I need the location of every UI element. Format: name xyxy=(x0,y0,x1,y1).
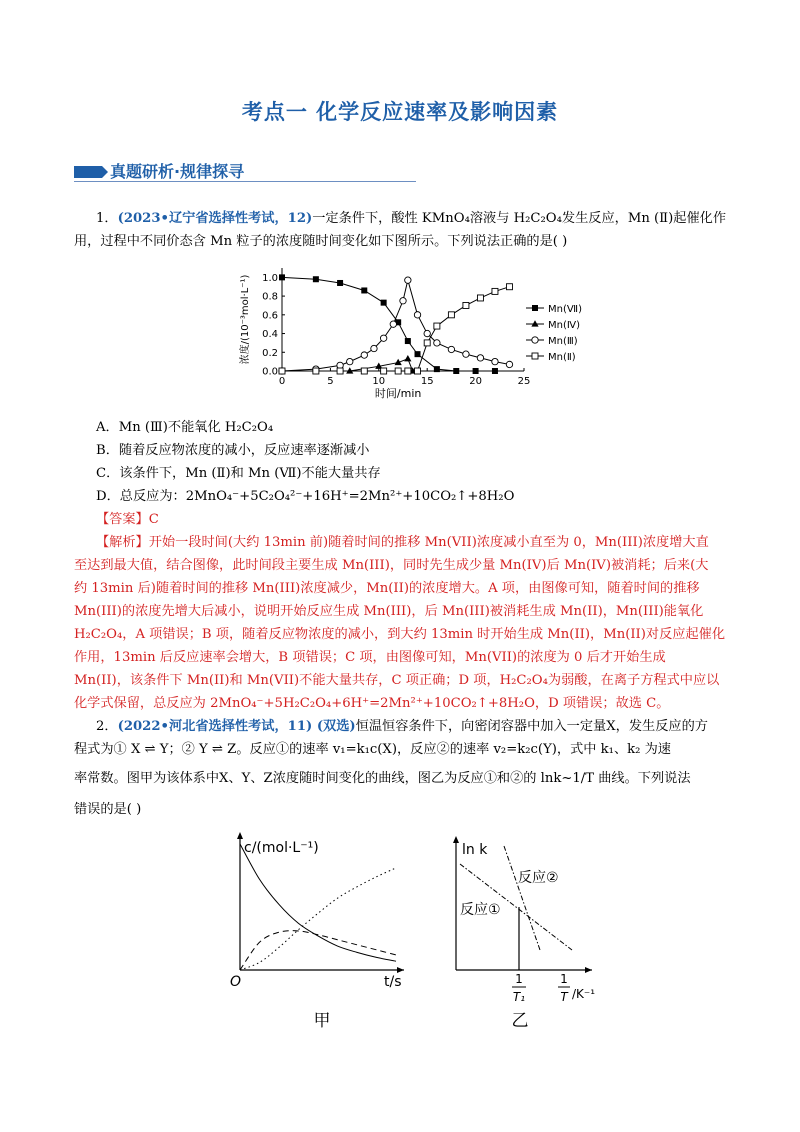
data-point xyxy=(390,321,396,327)
legend-label: Mn(Ⅶ) xyxy=(548,304,582,315)
data-point xyxy=(337,368,343,374)
q1-stem-line1 xyxy=(96,210,726,228)
data-point xyxy=(492,288,498,294)
x-axis-arrow-icon xyxy=(397,967,404,973)
data-point xyxy=(492,358,498,364)
q1-option-a: A．Mn (Ⅲ)不能氧化 H₂C₂O₄ xyxy=(96,420,274,435)
y-axis-arrow-icon xyxy=(453,836,459,843)
series-label: 反应② xyxy=(518,870,559,886)
section-arrow-icon xyxy=(102,166,108,178)
data-point xyxy=(371,345,377,351)
q2-chart-jia xyxy=(226,830,422,1030)
y-tick-label: 0.4 xyxy=(262,329,278,341)
data-point xyxy=(279,274,285,280)
q1-analysis-line: 化学式保留，总反应为 2MnO₄⁻+5H₂C₂O₄+6H⁺=2Mn²⁺+10CO₂↑+8H₂O，D 项错误；故选 C。 xyxy=(74,696,670,711)
data-point xyxy=(532,305,538,311)
data-point xyxy=(463,351,469,357)
data-point xyxy=(415,351,421,357)
q1-stem-rest: 一定条件下，酸性 KMnO₄溶液与 H₂C₂O₄发生反应，Mn (Ⅱ)起催化作 xyxy=(312,211,727,226)
legend-label: Mn(Ⅳ) xyxy=(548,320,580,331)
q2-chart-yi xyxy=(444,830,614,1030)
data-point xyxy=(424,330,430,336)
data-point xyxy=(453,368,459,374)
x-axis-label: 1 xyxy=(560,972,568,986)
q1-number: 1． xyxy=(96,211,118,226)
data-point xyxy=(405,368,411,374)
data-point xyxy=(506,284,512,290)
x-tick-label: 20 xyxy=(469,376,482,387)
data-point xyxy=(395,368,401,374)
q1-option-b: B．随着反应物浓度的减小，反应速率逐渐减小 xyxy=(96,443,370,458)
series-line xyxy=(282,277,495,371)
data-point xyxy=(532,353,538,359)
data-point xyxy=(381,368,387,374)
section-title: 真题研析·规律探寻 xyxy=(110,162,245,181)
data-point xyxy=(434,323,440,329)
x-axis-label: T xyxy=(560,990,568,1004)
q1-analysis-line: 作用，13min 后反应速率会增大，B 项错误；C 项，由图像可知，Mn(VII)的浓度为 0 后才开始生成 xyxy=(74,650,666,665)
q1-source: (2023•辽宁省选择性考试，12) xyxy=(117,211,313,226)
data-point xyxy=(405,277,411,283)
y-tick-label: 0.0 xyxy=(262,366,278,378)
data-point xyxy=(448,312,454,318)
y-axis-label: 浓度/(10⁻³mol·L⁻¹) xyxy=(240,274,251,365)
data-point xyxy=(381,300,387,306)
data-point xyxy=(415,368,421,374)
data-point xyxy=(400,298,406,304)
x-tick-label: 25 xyxy=(517,376,531,387)
x-tick-label: 5 xyxy=(327,376,334,387)
q2-stem-line1 xyxy=(96,718,708,736)
q1-stem-line2: 用，过程中不同价态含 Mn 粒子的浓度随时间变化如下图所示。下列说法正确的是( ) xyxy=(74,234,568,249)
q2-stem-line3: 率常数。图甲为该体系中X、Y、Z浓度随时间变化的曲线，图乙为反应①和②的 lnk~1/T 曲线。下列说法 xyxy=(74,771,691,786)
x-axis-label: 时间/min xyxy=(374,387,422,400)
q2-stem-line2: 程式为① X ⇌ Y；② Y ⇌ Z。反应①的速率 v₁=k₁c(X)，反应②的速率 v₂=k₂c(Y)，式中 k₁、k₂ 为速 xyxy=(74,742,671,757)
data-point xyxy=(434,366,440,372)
data-point xyxy=(532,337,538,343)
q1-option-c: C．该条件下，Mn (Ⅱ)和 Mn (Ⅶ)不能大量共存 xyxy=(96,466,381,481)
data-point xyxy=(506,361,512,367)
q1-chart xyxy=(234,258,582,414)
q1-analysis-line: Mn(II)，该条件下 Mn(II)和 Mn(VII)不能大量共存，C 项正确；D 项，H₂C₂O₄为弱酸，在离子方程式中应以 xyxy=(74,673,720,688)
q1-analysis-line: H₂C₂O₄，A 项错误；B 项，随着反应物浓度的减小，到大约 13min 时开始生成 Mn(II)，Mn(II)对反应起催化 xyxy=(74,627,726,642)
data-point xyxy=(405,338,411,344)
x-axis-label: t/s xyxy=(384,974,402,990)
data-point xyxy=(434,340,440,346)
section-bar-icon xyxy=(74,166,102,178)
q1-analysis-line: 约 13min 后)随着时间的推移 Mn(III)浓度减少，Mn(II)的浓度增大。A 项，由图像可知，随着时间的推移 xyxy=(74,581,700,596)
q2-stem-rest: 恒温恒容条件下，向密闭容器中加入一定量X，发生反应的方 xyxy=(355,719,708,734)
data-point xyxy=(380,335,386,341)
data-point xyxy=(404,355,411,361)
x-marker-label: 1 xyxy=(515,972,523,986)
data-point xyxy=(414,312,420,318)
data-point xyxy=(313,368,319,374)
x-axis-label: /K⁻¹ xyxy=(572,987,596,1001)
x-axis-arrow-icon xyxy=(585,967,592,973)
y-axis-arrow-icon xyxy=(237,832,243,839)
data-point xyxy=(361,368,367,374)
q1-answer: 【答案】C xyxy=(96,512,159,527)
y-tick-label: 0.2 xyxy=(262,347,278,359)
series-line xyxy=(282,287,509,371)
series-line-reaction-2 xyxy=(504,846,540,950)
q1-analysis-line: Mn(III)的浓度先增大后减小，说明开始反应生成 Mn(III)，后 Mn(III)被消耗生成 Mn(II)，Mn(III)能氧化 xyxy=(74,604,704,619)
origin-label: O xyxy=(230,974,242,990)
data-point xyxy=(424,340,430,346)
data-point xyxy=(448,346,454,352)
chart-caption: 乙 xyxy=(511,1011,529,1031)
series-curve xyxy=(240,868,396,970)
data-point xyxy=(337,280,343,286)
q2-number: 2． xyxy=(96,719,118,734)
chart-caption: 甲 xyxy=(313,1011,331,1031)
data-point xyxy=(477,295,483,301)
legend-label: Mn(Ⅲ) xyxy=(548,336,578,347)
y-axis-label: c/(mol·L⁻¹) xyxy=(244,840,319,856)
q2-stem-line4: 错误的是( ) xyxy=(74,802,142,817)
series-curve xyxy=(240,844,396,961)
y-tick-label: 0.6 xyxy=(262,310,278,322)
data-point xyxy=(279,368,285,374)
q2-source: (2022•河北省选择性考试，11) (双选) xyxy=(117,719,356,734)
data-point xyxy=(531,320,538,326)
x-tick-label: 15 xyxy=(420,376,434,387)
section-divider xyxy=(74,181,416,182)
legend-label: Mn(Ⅱ) xyxy=(548,352,576,363)
data-point xyxy=(463,302,469,308)
y-tick-label: 1.0 xyxy=(262,272,278,284)
x-marker-label: T₁ xyxy=(512,990,526,1004)
data-point xyxy=(477,355,483,361)
q1-analysis-line: 【解析】开始一段时间(大约 13min 前)随着时间的推移 Mn(VII)浓度减小直至为 0，Mn(III)浓度增大直 xyxy=(96,535,709,550)
x-tick-label: 10 xyxy=(372,376,386,387)
data-point xyxy=(473,368,479,374)
page-title: 考点一 化学反应速率及影响因素 xyxy=(241,100,559,124)
data-point xyxy=(347,358,353,364)
x-tick-label: 0 xyxy=(278,376,286,387)
q1-analysis-line: 至达到最大值，结合图像，此时间段主要生成 Mn(III)，同时先生成少量 Mn(IV)后 Mn(IV)被消耗；后来(大 xyxy=(74,558,709,573)
y-axis-label: ln k xyxy=(462,842,488,858)
data-point xyxy=(361,352,367,358)
data-point xyxy=(313,276,319,282)
y-tick-label: 0.8 xyxy=(262,291,278,303)
q1-option-d: D．总反应为：2MnO₄⁻+5C₂O₄²⁻+16H⁺=2Mn²⁺+10CO₂↑+8H₂O xyxy=(96,489,515,504)
data-point xyxy=(361,287,367,293)
series-label: 反应① xyxy=(460,902,501,918)
section-header xyxy=(74,158,416,186)
data-point xyxy=(492,368,498,374)
